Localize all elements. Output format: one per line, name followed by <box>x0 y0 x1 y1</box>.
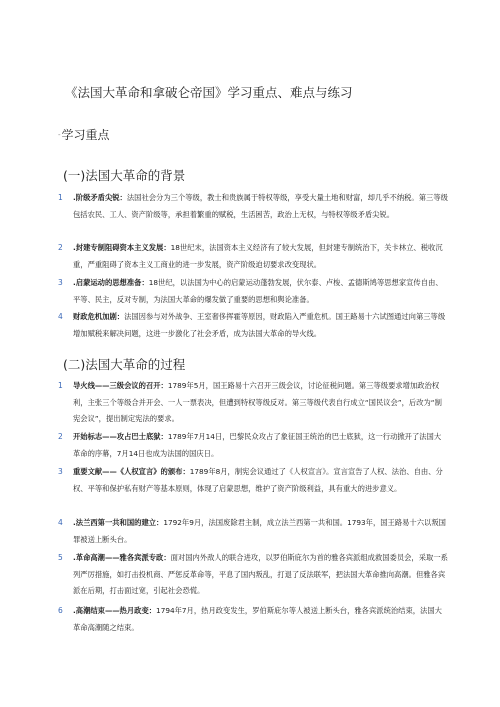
item-term: 开始标志——攻占巴士底狱： <box>73 432 168 441</box>
list-item <box>58 515 448 548</box>
item-text: 面对国内外敌人的联合进攻，以罗伯斯庇尔为首的雅各宾派组成救国委员会，采取一系列严厉措施，如打击投机商、严惩反革命等，平息了国内叛乱，打退了反法联军，把法国大革命推向高潮。但雅各宾派在后期，打击面过宽，引起社会恐慌。 <box>73 553 448 595</box>
item-number: 3 <box>58 467 63 476</box>
item-term: .高潮结束——热月政变： <box>73 606 157 615</box>
item-text: 1792年9月，法国废除君主制，成立法兰西第一共和国。1793年，国王路易十六以叛国罪被送上断头台。 <box>73 518 446 544</box>
section-heading-text: 学习重点 <box>61 128 110 142</box>
page-title: 《法国大革命和拿破仑帝国》学习重点、难点与练习 <box>65 85 353 100</box>
item-number: 1 <box>58 193 63 202</box>
item-term: .法兰西第一共和国的建立： <box>73 518 164 527</box>
item-number: 6 <box>58 606 63 615</box>
item-number: 4 <box>58 312 63 321</box>
item-number: 4 <box>58 518 63 527</box>
list-item <box>58 275 448 308</box>
subheading-background: (一)法国大革命的背景 <box>63 168 186 183</box>
list-item <box>58 190 448 223</box>
item-text: 法国因参与对外战争、王室奢侈挥霍等原因，财政陷入严重危机。国王路易十六试图通过向第三等级增加赋税来解决问题，这进一步激化了社会矛盾，成为法国大革命的导火线。 <box>73 312 446 338</box>
item-text: 1789年7月14日，巴黎民众攻占了象征国王统治的巴士底狱，这一行动掀开了法国大革命的序幕，7月14日也成为法国的国庆日。 <box>73 432 442 458</box>
item-term: .阶级矛盾尖锐： <box>73 193 127 202</box>
item-text: 1789年5月，国王路易十六召开三级会议，讨论征税问题。第三等级要求增加政治权利，主张三个等级合并开会、一人一票表决，但遭到特权等级反对。第三等级代表自行成立“国民议会”，后改为“制宪会议”，提出制定宪法的要求。 <box>73 381 442 423</box>
list-item <box>58 378 448 428</box>
item-text: 1789年8月，制宪会议通过了《人权宣言》。宣言宣告了人权、法治、自由、分权、平等和保护私有财产等基本原则，体现了启蒙思想，维护了资产阶级利益，具有重大的进步意义。 <box>73 467 443 493</box>
item-term: .启蒙运动的思想准备： <box>73 278 149 287</box>
list-item <box>58 429 448 462</box>
item-term: .封建专制阻碍资本主义发展： <box>73 243 171 252</box>
item-number: 5 <box>58 553 63 562</box>
list-item <box>58 550 448 600</box>
item-number: 2 <box>58 243 63 252</box>
subheading-process: (二)法国大革命的过程 <box>63 357 186 372</box>
list-item <box>58 240 448 273</box>
section-bullet: - <box>58 131 61 139</box>
item-text: 18世纪末，法国资本主义经济有了较大发展，但封建专制统治下，关卡林立、税收沉重，严重阻碍了资本主义工商业的进一步发展，资产阶级迫切要求改变现状。 <box>73 243 443 269</box>
list-item <box>58 603 448 636</box>
list-item <box>58 309 448 342</box>
section-heading <box>58 126 110 143</box>
item-text: 1794年7月，热月政变发生，罗伯斯庇尔等人被送上断头台，雅各宾派统治结束，法国大革命高潮随之结束。 <box>73 606 442 632</box>
item-term: .革命高潮——雅各宾派专政： <box>73 553 171 562</box>
item-term: 导火线——三级会议的召开： <box>73 381 168 390</box>
item-number: 3 <box>58 278 63 287</box>
item-number: 2 <box>58 432 63 441</box>
item-text: 法国社会分为三个等级，教士和贵族属于特权等级，享受大量土地和财富，却几乎不纳税。第三等级包括农民、工人、资产阶级等，承担着繁重的赋税，生活困苦，政治上无权，与特权等级矛盾尖锐。 <box>73 193 448 219</box>
item-term: 重要文献——《人权宣言》的颁布： <box>73 467 190 476</box>
item-term: 财政危机加剧： <box>73 312 125 321</box>
item-number: 1 <box>58 381 63 390</box>
item-text: 18世纪，以法国为中心的启蒙运动蓬勃发展，伏尔泰、卢梭、孟德斯鸠等思想家宣传自由、平等、民主，反对专制，为法国大革命的爆发做了重要的思想和舆论准备。 <box>73 278 443 304</box>
list-item <box>58 464 448 497</box>
